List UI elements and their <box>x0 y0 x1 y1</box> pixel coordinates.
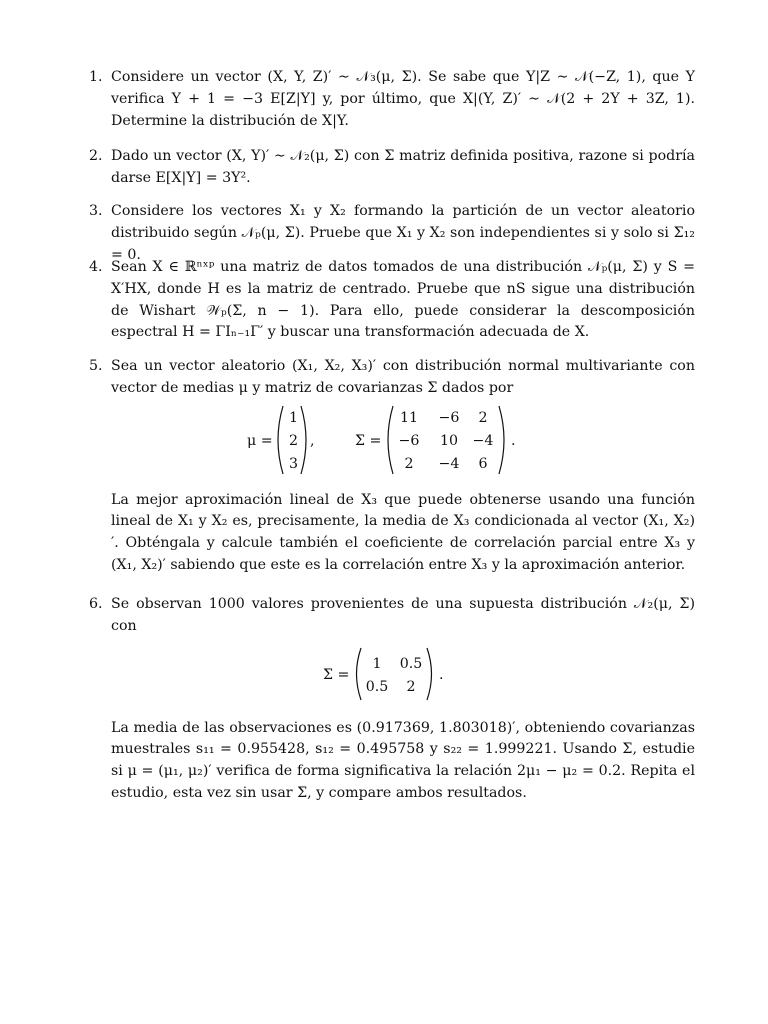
problem-2 <box>89 146 695 190</box>
sigma-label: Σ = <box>355 432 382 449</box>
right-paren <box>427 648 432 700</box>
problem-number: 5. <box>89 358 103 374</box>
problem-number: 6. <box>89 596 103 612</box>
sigma-entry: 11 <box>399 409 419 426</box>
mu-entry-3: 3 <box>289 455 299 472</box>
problem-number: 3. <box>89 203 103 219</box>
problem-text-after: La media de las observaciones es (0.917369, 1.803018)′, obteniendo covarianzas muestrales s₁₁ = 0.955428, s₁₂ = 0.495758 y s₂₂ = 1.999221. Usando Σ, estudie si μ = (μ₁, μ₂)′ verifica de forma significativa la relación 2μ₁ − μ₂ = 0.2. Repita el estudio, esta vez sin usar Σ, y compare ambos resultados. <box>111 719 695 801</box>
sigma-entry: 2 <box>404 455 414 472</box>
problem-text: Se observan 1000 valores provenientes de una supuesta distribución 𝒩₂(μ, Σ) con <box>111 596 695 634</box>
problem-number: 4. <box>89 259 103 275</box>
left-paren <box>357 648 362 700</box>
problem-6 <box>89 594 695 805</box>
end-mark: . <box>439 666 444 683</box>
sigma-entry: −6 <box>398 432 420 449</box>
problem-text: Dado un vector (X, Y)′ ∼ 𝒩₂(μ, Σ) con Σ matriz definida positiva, razone si podría darse E[X|Y] = 3Y². <box>111 148 695 186</box>
mu-sigma-matrices <box>243 400 563 480</box>
problem-text: Sean X ∈ ℝⁿˣᵖ una matriz de datos tomados de una distribución 𝒩ₚ(μ, Σ) y S = X′HX, donde H es la matriz de centrado. Pruebe que nS sigue una distribución de Wishart 𝒲ₚ(Σ, n − 1). Para ello, puede considerar la descomposición espectral H = ΓIₙ₋₁Γ′ y buscar una transformación adecuada de X. <box>111 259 695 341</box>
problem-number: 2. <box>89 148 103 164</box>
sigma-entry: 10 <box>439 432 459 449</box>
left-paren <box>278 406 283 474</box>
right-paren <box>301 406 306 474</box>
sigma-matrix <box>323 644 483 704</box>
sigma-entry: 2 <box>406 678 416 695</box>
sigma-entry: 0.5 <box>399 655 423 672</box>
mu-separator: , <box>310 432 315 449</box>
problem-text: Considere un vector (X, Y, Z)′ ∼ 𝒩₃(μ, Σ). Se sabe que Y|Z ∼ 𝒩(−Z, 1), que Y verifica Y + 1 = −3 E[Z|Y] y, por último, que X|(Y, Z)′ ∼ 𝒩(2 + 2Y + 3Z, 1). Determine la distribución de X|Y. <box>111 69 695 129</box>
sigma-entry: 0.5 <box>365 678 389 695</box>
sigma-entry: −4 <box>438 455 460 472</box>
right-paren <box>499 406 504 474</box>
sigma-label: Σ = <box>323 666 350 683</box>
problem-4 <box>89 257 695 344</box>
sigma-entry: 2 <box>478 409 488 426</box>
mu-label: μ = <box>247 432 273 449</box>
sigma-entry: 6 <box>478 455 488 472</box>
mu-entry-1: 1 <box>289 409 299 426</box>
sigma-entry: −6 <box>438 409 460 426</box>
sigma-entry: −4 <box>472 432 494 449</box>
problem-5 <box>89 356 695 577</box>
problem-text: Considere los vectores X₁ y X₂ formando la partición de un vector aleatorio distribuido según 𝒩ₚ(μ, Σ). Pruebe que X₁ y X₂ son independientes si y solo si Σ₁₂ = 0. <box>111 203 695 263</box>
sigma-display <box>111 644 695 704</box>
left-paren <box>388 406 393 474</box>
sigma-entry: 1 <box>372 655 382 672</box>
end-mark: . <box>511 432 516 449</box>
problem-text-after: La mejor aproximación lineal de X₃ que puede obtenerse usando una función lineal de X₁ y X₂ es, precisamente, la media de X₃ condicionada al vector (X₁, X₂)′. Obténgala y calcule también el coeficiente de correlación parcial entre X₃ y (X₁, X₂)′ sabiendo que este es la correlación entre X₃ y la aproximación anterior. <box>111 491 695 573</box>
problem-number: 1. <box>89 69 103 85</box>
mu-entry-2: 2 <box>289 432 299 449</box>
mu-sigma-display <box>111 400 695 480</box>
problem-text: Sea un vector aleatorio (X₁, X₂, X₃)′ con distribución normal multivariante con vector de medias μ y matriz de covarianzas Σ dados por <box>111 358 695 396</box>
problem-1 <box>89 67 695 132</box>
